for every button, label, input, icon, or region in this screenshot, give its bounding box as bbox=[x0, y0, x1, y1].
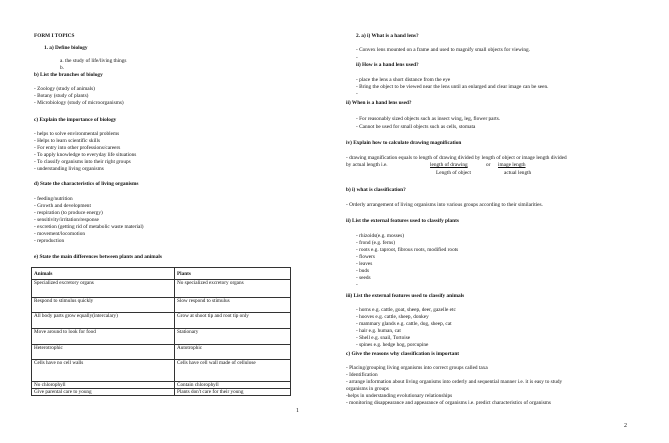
list-item: - buds bbox=[356, 268, 370, 274]
question-heading: c) Explain the importance of biology bbox=[34, 117, 117, 123]
table-cell: Cells have no cell walls bbox=[32, 360, 175, 382]
formula-denominator: actual length bbox=[504, 170, 532, 176]
list-item: organisms in groups bbox=[346, 386, 389, 392]
table-cell: Plants don't care for their young bbox=[175, 389, 291, 396]
table-cell: Contain chlorophyll bbox=[175, 382, 291, 389]
list-item: - bbox=[356, 282, 358, 288]
list-item: - Microbiology (study of microorganisms) bbox=[34, 100, 124, 106]
table-cell: No chlorophyll bbox=[32, 382, 175, 389]
list-item: - For entry into other professions/careers bbox=[34, 145, 121, 151]
table-header: Animals bbox=[32, 268, 175, 280]
question-heading: 1. a) Define biology bbox=[44, 45, 88, 51]
table-cell: Respond to stimulus quickly bbox=[32, 298, 175, 313]
list-item: - rhizoids(e.g. mosses) bbox=[356, 233, 404, 239]
list-item: - Shell e.g. snail, Tortoise bbox=[356, 335, 411, 341]
list-item: - Zoology (study of animals) bbox=[34, 86, 95, 92]
table-cell: Move around to look for food bbox=[32, 329, 175, 345]
comparison-table bbox=[31, 267, 291, 396]
list-item: - place the lens a short distance from the eye bbox=[356, 77, 451, 83]
list-item: - reproduction bbox=[34, 238, 65, 244]
question-heading: e) State the main differences between plants and animals bbox=[34, 254, 162, 260]
right-page bbox=[332, 0, 669, 443]
question-heading: ii) When is a hand lens used? bbox=[346, 100, 412, 106]
table-row bbox=[32, 389, 291, 396]
question-heading: b) List the branches of biology bbox=[34, 72, 103, 78]
list-item: - hair e.g. human, cat bbox=[356, 328, 401, 334]
list-item: - mammary glands e.g. cattle, dog, sheep, cat bbox=[356, 321, 452, 327]
list-item: - sensitivity/irritation/response bbox=[34, 217, 99, 223]
table-row bbox=[32, 280, 291, 298]
list-item: - frond (e.g. ferns) bbox=[356, 240, 395, 246]
table-cell: Slow respond to stimulus bbox=[175, 298, 291, 313]
list-item: - seeds bbox=[356, 275, 371, 281]
table-row bbox=[32, 298, 291, 313]
list-item: - feeding/nutrition bbox=[34, 196, 73, 202]
list-item: - To apply knowledge to everyday life situations bbox=[34, 152, 137, 158]
list-item: - respiration (to produce energy) bbox=[34, 210, 103, 216]
question-heading: d) State the characteristics of living organisms bbox=[34, 181, 139, 187]
answer-text: - drawing magnification equals to length of drawing divided by length of object or image length divided bbox=[346, 155, 567, 161]
question-heading: c) Give the reasons why classification is important bbox=[346, 351, 460, 357]
list-item: - Placing/grouping living organisms into correct groups called taxa bbox=[346, 365, 488, 371]
table-header-row bbox=[32, 268, 291, 280]
list-item: - Identification bbox=[346, 372, 378, 378]
list-item: - Helps to learn scientific skills bbox=[34, 138, 101, 144]
table-header: Plants bbox=[175, 268, 291, 280]
list-item: - understanding living organisms bbox=[34, 166, 104, 172]
table-cell: Cells have cell wall made of cellulose bbox=[175, 360, 291, 382]
list-item: -helps in understanding evolutionary relationships bbox=[346, 393, 453, 399]
table-cell: All body parts grow equally(intercalary) bbox=[32, 313, 175, 329]
formula-numerator: image length bbox=[498, 162, 526, 168]
table-cell: Autotrophic bbox=[175, 345, 291, 360]
list-item: - bbox=[356, 91, 358, 97]
table-row bbox=[32, 345, 291, 360]
table-cell: No specialized excretory organs bbox=[175, 280, 291, 298]
table-cell: Specialized excretory organs bbox=[32, 280, 175, 298]
table-cell: Heterotrophic bbox=[32, 345, 175, 360]
formula-or: or bbox=[486, 162, 491, 168]
table-row bbox=[32, 360, 291, 382]
list-item: - arrange information about living organisms into orderly and sequential manner i.e. it is easy to study bbox=[346, 379, 563, 385]
answer-text: - Orderly arrangement of living organisms into various groups according to their similarities. bbox=[346, 202, 543, 208]
list-item: - roots e.g. taproot, fibrous roots, modified roots bbox=[356, 247, 459, 253]
answer-text: b. bbox=[60, 65, 64, 71]
table-row bbox=[32, 329, 291, 345]
list-item: - excretion (getting rid of metabolic waste material) bbox=[34, 224, 144, 230]
list-item: - Botany (study of plants) bbox=[34, 93, 89, 99]
page-number: 2 bbox=[624, 423, 627, 429]
list-item: - Bring the object to be viewed near the lens until an enlarged and clear image can be seen. bbox=[356, 84, 549, 90]
list-item: - leaves bbox=[356, 261, 373, 267]
list-item: - Growth and development bbox=[34, 203, 91, 209]
answer-text: - Convex lens mounted on a frame and used to magnify small objects for viewing. bbox=[356, 47, 531, 53]
list-item: - helps to solve environmental problems bbox=[34, 131, 120, 137]
list-item: - hooves e.g. cattle, sheep, donkey bbox=[356, 314, 429, 320]
table-cell: Grow at shoot tip and root tip only bbox=[175, 313, 291, 329]
page-number: 1 bbox=[296, 408, 299, 414]
left-page bbox=[0, 0, 318, 443]
question-heading: ii) List the external features used to classify plants bbox=[346, 218, 459, 224]
answer-text: a. the study of life/living things bbox=[60, 58, 127, 64]
page-title: FORM I TOPICS bbox=[34, 33, 75, 39]
list-item: - To classify organisms into their right groups bbox=[34, 159, 131, 165]
question-heading: iii) List the external features used to classify animals bbox=[346, 293, 465, 299]
answer-text: by actual length i.e. bbox=[346, 162, 388, 168]
list-item: - Cannot be used for small objects such as cells, stomata bbox=[356, 124, 476, 130]
list-item: - flowers bbox=[356, 254, 375, 260]
list-item: - movement/locomotion bbox=[34, 231, 86, 237]
table-cell: Stationary bbox=[175, 329, 291, 345]
formula-denominator: Length of object bbox=[436, 170, 472, 176]
list-item: - spines e.g. hedge hog, porcupine bbox=[356, 342, 429, 348]
question-heading: 2. a) i) What is a hand lens? bbox=[356, 33, 419, 39]
list-item: - horns e.g. cattle, goat, sheep, deer, gazelle etc bbox=[356, 307, 456, 313]
question-heading: iv) Explain how to calculate drawing magnification bbox=[346, 140, 462, 146]
table-row bbox=[32, 313, 291, 329]
table-row bbox=[32, 382, 291, 389]
table-cell: Give parental care to young bbox=[32, 389, 175, 396]
list-item: - For reasonably sized objects such as insect wing, leg, flower parts. bbox=[356, 116, 501, 122]
question-heading: b) i) what is classification? bbox=[346, 187, 406, 193]
formula-numerator: length of drawing bbox=[430, 162, 468, 168]
answer-text: - bbox=[356, 55, 358, 61]
question-heading: ii) How is a hand lens used? bbox=[356, 62, 419, 68]
list-item: - monitoring disappearance and appearance of organisms i.e. predict characteristics of organisms bbox=[346, 400, 551, 406]
